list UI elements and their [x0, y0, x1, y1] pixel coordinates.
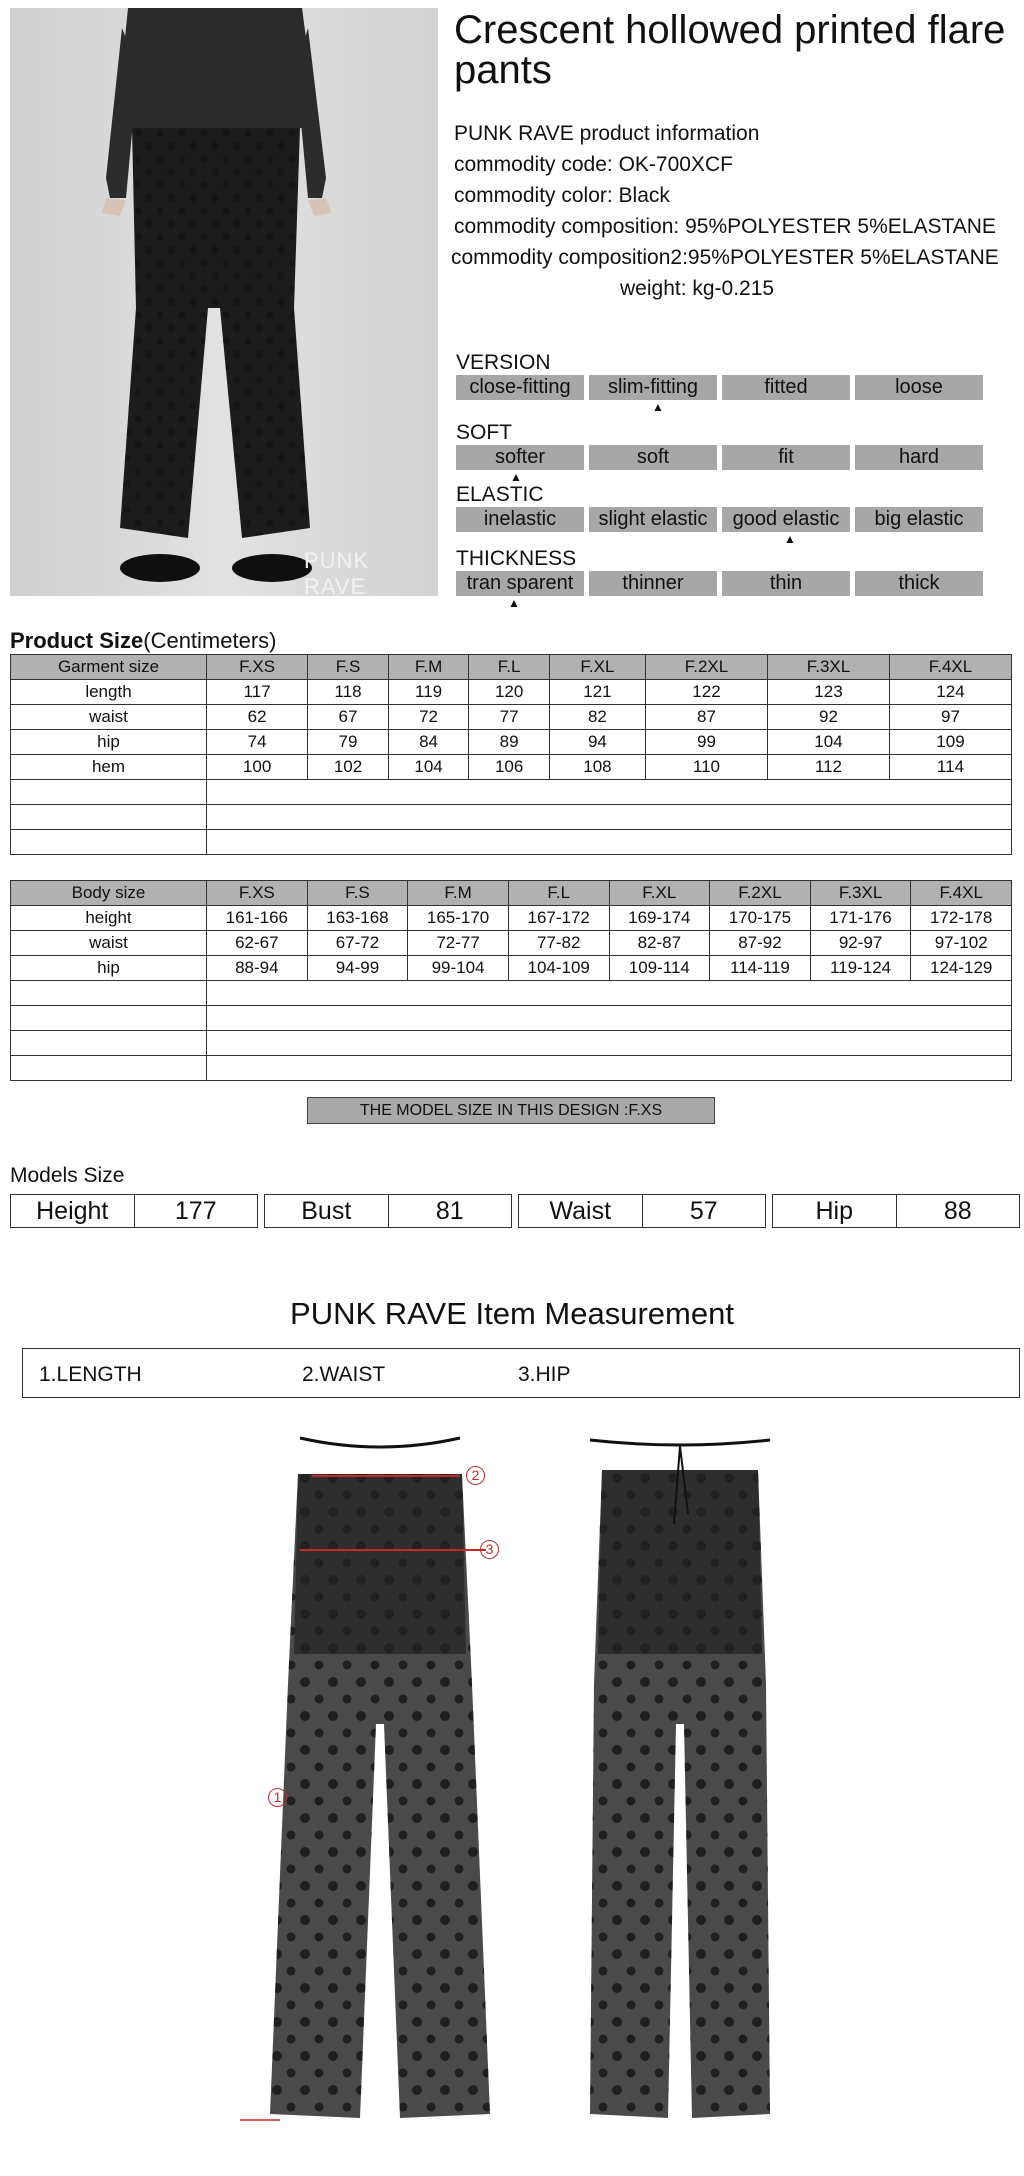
table-header-cell: F.S	[308, 655, 389, 680]
marker-length: 1	[268, 1788, 287, 1807]
model-photo	[10, 8, 438, 596]
product-info	[451, 118, 999, 304]
table-row	[11, 680, 1012, 705]
info-brand: PUNK RAVE product information	[454, 122, 760, 145]
table-cell: 67-72	[307, 931, 408, 956]
model-measure-label: Hip	[773, 1195, 897, 1227]
table-cell: 94	[549, 730, 645, 755]
table-cell: 165-170	[408, 906, 509, 931]
table-header-cell: F.XS	[207, 655, 308, 680]
scale-option: thin	[722, 571, 850, 596]
product-size-heading: Product Size	[10, 628, 144, 653]
scale-option: big elastic	[855, 507, 983, 532]
model-measure-height	[10, 1194, 258, 1228]
selected-marker-icon: ▲	[508, 596, 520, 610]
table-cell: 97-102	[911, 931, 1012, 956]
scale-option: thinner	[589, 571, 717, 596]
table-header-cell: F.3XL	[810, 881, 911, 906]
table-cell: 110	[645, 755, 767, 780]
scale-option: fitted	[722, 375, 850, 400]
model-figure-illustration	[10, 8, 438, 596]
table-header-cell: F.2XL	[710, 881, 811, 906]
table-row	[11, 906, 1012, 931]
table-cell: 124	[889, 680, 1011, 705]
table-cell	[207, 830, 1012, 855]
scale-option: tran sparent	[456, 571, 584, 596]
scale-option: good elastic	[722, 507, 850, 532]
info-composition: commodity composition: 95%POLYESTER 5%ELASTANE	[454, 215, 996, 238]
table-cell: 88-94	[207, 956, 308, 981]
table-cell: 121	[549, 680, 645, 705]
table-cell: 169-174	[609, 906, 710, 931]
selected-marker-icon: ▲	[510, 470, 522, 484]
table-cell: 77	[469, 705, 550, 730]
table-cell: 97	[889, 705, 1011, 730]
table-cell: 117	[207, 680, 308, 705]
table-cell: 171-176	[810, 906, 911, 931]
scale-label: ELASTIC	[456, 483, 544, 506]
table-cell: 94-99	[307, 956, 408, 981]
table-cell	[207, 780, 1012, 805]
table-cell: 118	[308, 680, 389, 705]
table-cell: 72-77	[408, 931, 509, 956]
pants-back-photo	[580, 1434, 780, 2131]
marker-waist: 2	[466, 1466, 485, 1485]
info-composition2: commodity composition2:95%POLYESTER 5%ELASTANE	[451, 246, 999, 269]
scale-option: softer	[456, 445, 584, 470]
table-header-cell: F.XL	[609, 881, 710, 906]
model-measure-waist	[518, 1194, 766, 1228]
table-row	[11, 755, 1012, 780]
model-measure-label: Bust	[265, 1195, 389, 1227]
table-header-cell: F.L	[469, 655, 550, 680]
table-cell: 77-82	[508, 931, 609, 956]
measurement-item: 2.WAIST	[302, 1363, 386, 1386]
table-cell	[11, 805, 207, 830]
table-cell: hip	[11, 956, 207, 981]
table-header-cell: F.M	[388, 655, 469, 680]
table-header-row	[11, 881, 1012, 906]
model-measure-label: Waist	[519, 1195, 643, 1227]
info-code: commodity code: OK-700XCF	[454, 153, 733, 176]
table-cell	[11, 1031, 207, 1056]
model-measure-value: 88	[943, 1197, 972, 1225]
table-cell: 87	[645, 705, 767, 730]
pants-back-illustration	[580, 1434, 780, 2126]
model-measure-value: 177	[174, 1197, 217, 1225]
table-cell: 82	[549, 705, 645, 730]
table-cell: 104	[767, 730, 889, 755]
table-header-cell: F.L	[508, 881, 609, 906]
scale-option: loose	[855, 375, 983, 400]
pants-front-photo	[240, 1434, 520, 2131]
body-size-table	[10, 880, 1012, 1081]
table-row-empty	[11, 1006, 1012, 1031]
models-size-row	[10, 1194, 1020, 1228]
table-row-empty	[11, 805, 1012, 830]
product-size-unit: (Centimeters)	[143, 628, 277, 653]
table-cell: 163-168	[307, 906, 408, 931]
table-cell: 106	[469, 755, 550, 780]
table-cell: hem	[11, 755, 207, 780]
table-cell: 124-129	[911, 956, 1012, 981]
scale-option: inelastic	[456, 507, 584, 532]
table-row-empty	[11, 981, 1012, 1006]
measurement-item: 1.LENGTH	[39, 1363, 142, 1386]
scale-option: thick	[855, 571, 983, 596]
table-cell: 74	[207, 730, 308, 755]
table-cell: waist	[11, 705, 207, 730]
table-cell	[207, 805, 1012, 830]
model-measure-label: Height	[11, 1195, 135, 1227]
table-header-cell: F.2XL	[645, 655, 767, 680]
table-cell	[11, 780, 207, 805]
table-cell: 100	[207, 755, 308, 780]
table-row	[11, 956, 1012, 981]
table-cell: 62-67	[207, 931, 308, 956]
selected-marker-icon: ▲	[652, 400, 664, 414]
table-header-cell: F.3XL	[767, 655, 889, 680]
table-cell: 92-97	[810, 931, 911, 956]
scale-option: hard	[855, 445, 983, 470]
table-header-cell: Garment size	[11, 655, 207, 680]
scale-option: slim-fitting	[589, 375, 717, 400]
table-cell: 79	[308, 730, 389, 755]
table-row-empty	[11, 830, 1012, 855]
table-cell: 99	[645, 730, 767, 755]
table-cell: 82-87	[609, 931, 710, 956]
table-header-row	[11, 655, 1012, 680]
table-cell	[11, 981, 207, 1006]
table-cell: 104	[388, 755, 469, 780]
table-cell: 172-178	[911, 906, 1012, 931]
table-cell: 112	[767, 755, 889, 780]
table-cell: 62	[207, 705, 308, 730]
table-cell: 67	[308, 705, 389, 730]
table-header-cell: F.4XL	[911, 881, 1012, 906]
info-color: commodity color: Black	[454, 184, 670, 207]
table-cell	[207, 1006, 1012, 1031]
scale-label: SOFT	[456, 421, 512, 444]
model-measure-value: 81	[435, 1197, 464, 1225]
table-cell	[11, 830, 207, 855]
table-cell: 161-166	[207, 906, 308, 931]
table-cell	[207, 981, 1012, 1006]
table-header-cell: F.S	[307, 881, 408, 906]
scale-option: fit	[722, 445, 850, 470]
table-cell: 87-92	[710, 931, 811, 956]
scale-option: close-fitting	[456, 375, 584, 400]
table-cell: 108	[549, 755, 645, 780]
table-cell: 123	[767, 680, 889, 705]
selected-marker-icon: ▲	[784, 532, 796, 546]
table-cell	[11, 1056, 207, 1081]
model-size-note: THE MODEL SIZE IN THIS DESIGN :F.XS	[307, 1097, 715, 1124]
product-title: Crescent hollowed printed flare pants	[454, 8, 1006, 92]
scale-option: slight elastic	[589, 507, 717, 532]
scale-elastic	[456, 483, 986, 546]
measurement-title: PUNK RAVE Item Measurement	[290, 1296, 734, 1331]
table-header-cell: F.4XL	[889, 655, 1011, 680]
table-row-empty	[11, 780, 1012, 805]
table-cell: 89	[469, 730, 550, 755]
table-cell: 122	[645, 680, 767, 705]
table-header-cell: Body size	[11, 881, 207, 906]
table-cell: 109	[889, 730, 1011, 755]
models-size-title: Models Size	[10, 1164, 125, 1187]
table-cell	[207, 1056, 1012, 1081]
measurement-legend	[22, 1348, 1020, 1398]
scale-label: VERSION	[456, 351, 551, 374]
scale-option: soft	[589, 445, 717, 470]
info-weight: weight: kg-0.215	[620, 277, 775, 300]
photo-watermark: PUNK RAVE	[304, 548, 370, 596]
table-cell	[207, 1031, 1012, 1056]
scale-thickness	[456, 547, 986, 610]
table-cell: height	[11, 906, 207, 931]
table-cell: hip	[11, 730, 207, 755]
table-cell: 104-109	[508, 956, 609, 981]
model-measure-value: 57	[689, 1197, 718, 1225]
scale-soft	[456, 421, 986, 484]
measurement-item: 3.HIP	[518, 1363, 571, 1386]
product-size-table	[10, 654, 1012, 855]
table-cell: 114-119	[710, 956, 811, 981]
marker-hip: 3	[480, 1540, 499, 1559]
table-cell: 170-175	[710, 906, 811, 931]
table-cell: 99-104	[408, 956, 509, 981]
table-cell: 119	[388, 680, 469, 705]
table-cell: 84	[388, 730, 469, 755]
table-cell: waist	[11, 931, 207, 956]
table-cell: 119-124	[810, 956, 911, 981]
product-size-title	[10, 628, 277, 654]
table-row-empty	[11, 1031, 1012, 1056]
model-measure-bust	[264, 1194, 512, 1228]
table-cell: 114	[889, 755, 1011, 780]
table-header-cell: F.M	[408, 881, 509, 906]
table-cell: 167-172	[508, 906, 609, 931]
table-row	[11, 730, 1012, 755]
table-cell: 92	[767, 705, 889, 730]
scale-label: THICKNESS	[456, 547, 577, 570]
table-cell: 102	[308, 755, 389, 780]
table-row-empty	[11, 1056, 1012, 1081]
table-cell: length	[11, 680, 207, 705]
table-cell: 109-114	[609, 956, 710, 981]
measure-lines	[240, 1434, 520, 2126]
scale-version	[456, 351, 986, 414]
table-row	[11, 931, 1012, 956]
table-header-cell: F.XS	[207, 881, 308, 906]
table-header-cell: F.XL	[549, 655, 645, 680]
table-cell: 120	[469, 680, 550, 705]
table-row	[11, 705, 1012, 730]
table-cell	[11, 1006, 207, 1031]
table-cell: 72	[388, 705, 469, 730]
model-measure-hip	[772, 1194, 1020, 1228]
